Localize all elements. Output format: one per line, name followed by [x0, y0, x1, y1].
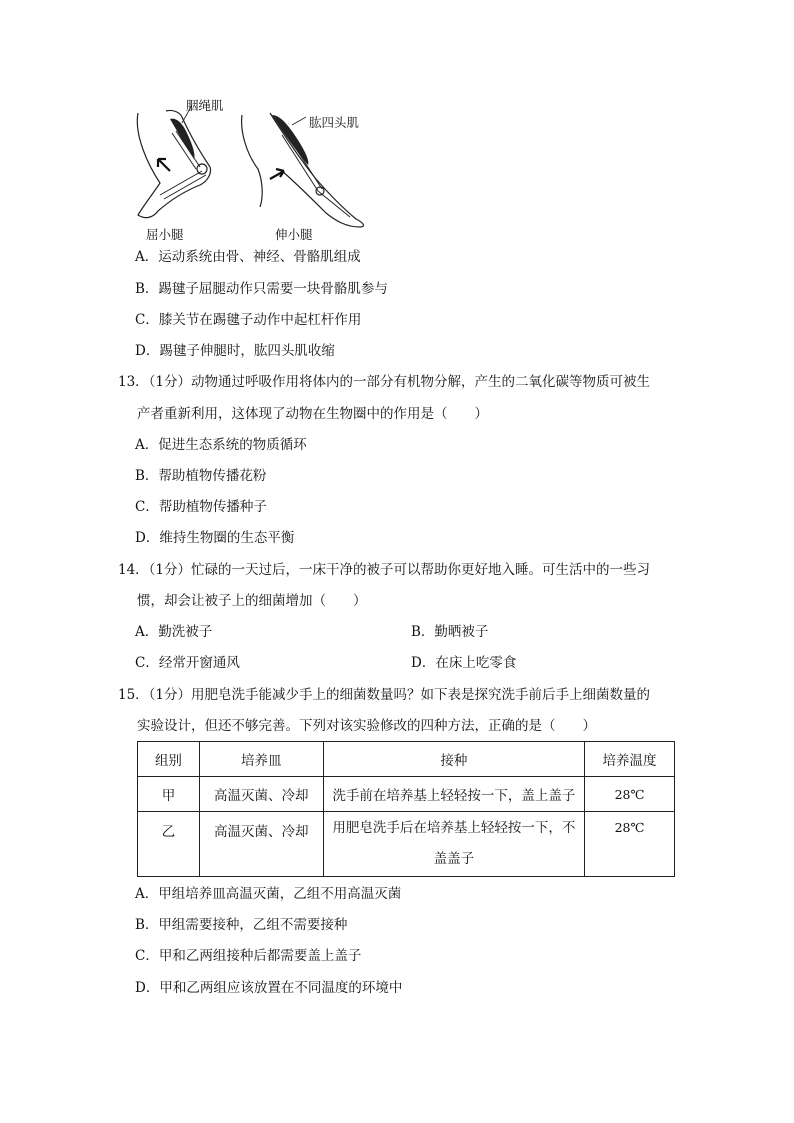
q15-option-b: B．甲组需要接种，乙组不需要接种 — [135, 917, 348, 933]
quadriceps-label: 肱四头肌 — [309, 115, 360, 130]
extend-caption: 伸小腿 — [275, 227, 313, 242]
q14-stem-line1: 14．（1分）忙碌的一天过后，一床干净的被子可以帮助你更好地入睡。可生活中的一些习 — [118, 562, 651, 578]
q14-option-c: C．经常开窗通风 — [135, 655, 240, 671]
q15-option-d: D．甲和乙两组应该放置在不同温度的环境中 — [135, 980, 403, 996]
q13-stem-line2: 产者重新利用，这体现了动物在生物圈中的作用是（ ） — [137, 406, 488, 422]
flex-arrow — [158, 159, 170, 171]
q15-option-c: C．甲和乙两组接种后都需要盖上盖子 — [135, 948, 362, 964]
extend-arrow — [270, 169, 284, 179]
q13-stem-line1: 13．（1分）动物通过呼吸作用将体内的一部分有机物分解，产生的二氧化碳等物质可被生 — [118, 374, 651, 390]
header-dish: 培养皿 — [199, 742, 323, 777]
q13-option-d: D．维持生物圈的生态平衡 — [135, 530, 295, 546]
q14-option-b: B．勤晒被子 — [411, 624, 489, 640]
q14-option-a: A．勤洗被子 — [135, 624, 213, 640]
table-row — [138, 777, 675, 812]
q15-stem-line2: 实验设计，但还不够完善。下列对该实验修改的四种方法，正确的是（ ） — [137, 718, 596, 734]
dish-cell: 高温灭菌、冷却 — [199, 812, 323, 877]
inoculation-line1: 用肥皂洗手后在培养基上轻轻按一下，不 — [332, 820, 576, 836]
experiment-table — [137, 741, 675, 877]
header-group: 组别 — [138, 742, 200, 777]
q13-option-a: A．促进生态系统的物质循环 — [135, 437, 307, 453]
inoculation-line2: 盖盖子 — [433, 851, 475, 867]
bent-leg-illustration — [137, 110, 210, 217]
group-cell: 甲 — [138, 777, 200, 812]
q12-option-a: A．运动系统由骨、神经、骨骼肌组成 — [135, 249, 361, 265]
header-inoculation: 接种 — [323, 742, 584, 777]
inoculation-cell: 洗手前在培养基上轻轻按一下，盖上盖子 — [323, 777, 584, 812]
q12-option-c: C．膝关节在踢毽子动作中起杠杆作用 — [135, 312, 362, 328]
hamstring-muscle — [170, 119, 195, 159]
table-header-row — [138, 742, 675, 777]
inoculation-cell — [323, 812, 584, 877]
q14-stem-line2: 惯，却会让被子上的细菌增加（ ） — [137, 593, 367, 609]
flex-caption: 屈小腿 — [146, 227, 184, 242]
hamstring-label: 胭绳肌 — [186, 98, 224, 113]
dish-cell: 高温灭菌、冷却 — [199, 777, 323, 812]
temperature-cell: 28℃ — [585, 777, 675, 812]
table-row — [138, 812, 675, 877]
q13-option-b: B．帮助植物传播花粉 — [135, 468, 267, 484]
q12-option-d: D．踢毽子伸腿时，肱四头肌收缩 — [135, 343, 335, 359]
q15-stem-line1: 15．（1分）用肥皂洗手能减少手上的细菌数量吗？如下表是探究洗手前后手上细菌数量的 — [118, 687, 651, 703]
q15-option-a: A．甲组培养皿高温灭菌，乙组不用高温灭菌 — [135, 886, 402, 902]
group-cell: 乙 — [138, 812, 200, 877]
q12-option-b: B．踢毽子屈腿动作只需要一块骨骼肌参与 — [135, 281, 388, 297]
q13-option-c: C．帮助植物传播种子 — [135, 499, 267, 515]
header-temperature: 培养温度 — [585, 742, 675, 777]
temperature-cell: 28℃ — [585, 812, 675, 877]
quadriceps-muscle — [272, 115, 308, 165]
q14-option-d: D．在床上吃零食 — [411, 655, 517, 671]
